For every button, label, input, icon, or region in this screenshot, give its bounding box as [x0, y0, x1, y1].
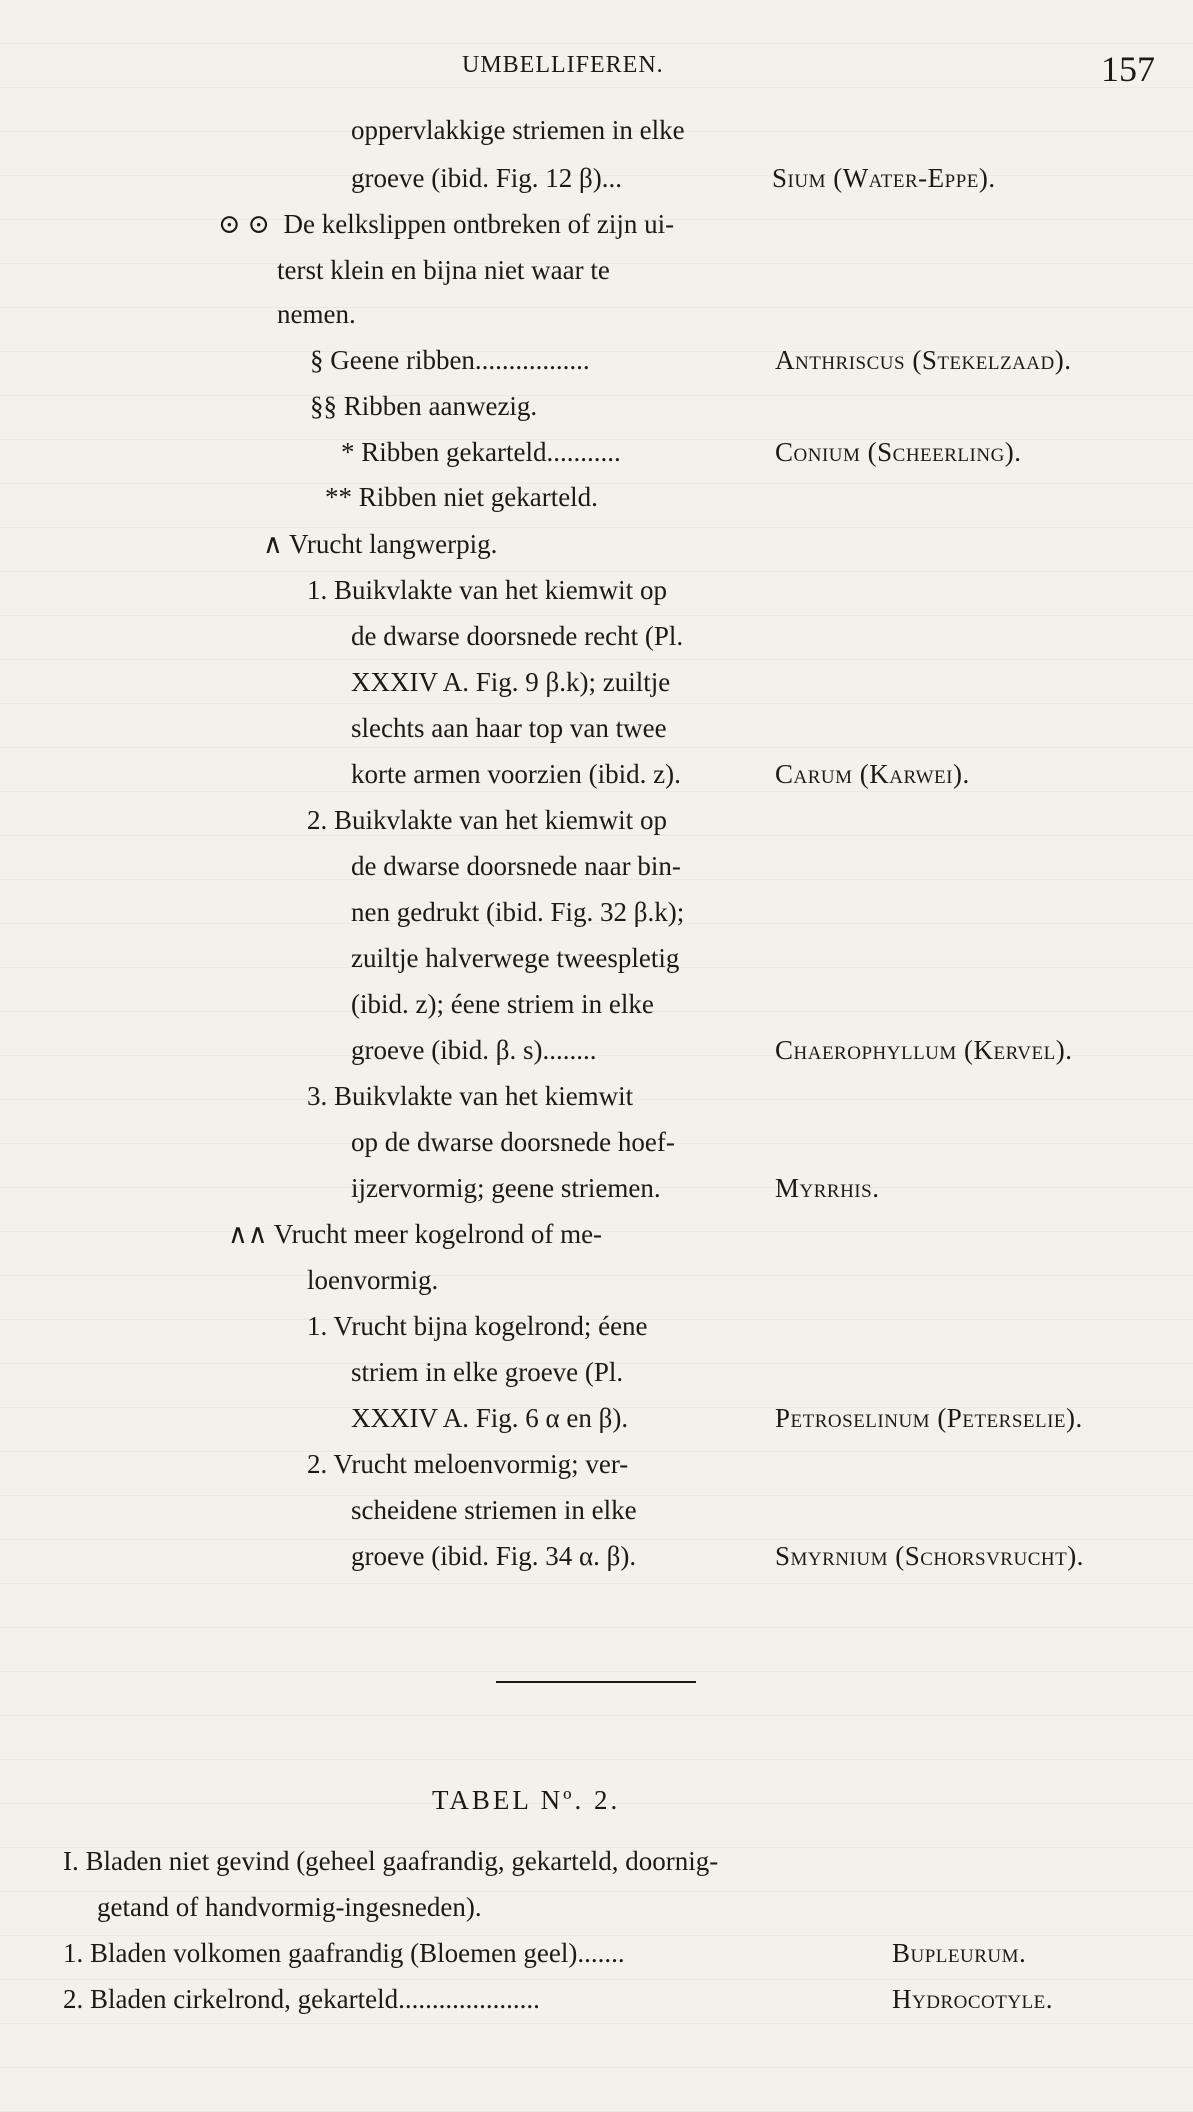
text-line: korte armen voorzien (ibid. z).	[351, 759, 681, 789]
text-line: nemen.	[277, 299, 356, 329]
text-line: 1. Buikvlakte van het kiemwit op	[307, 575, 667, 605]
genus-name: Chaerophyllum (Kervel).	[775, 1035, 1073, 1065]
text-line: de dwarse doorsnede naar bin-	[351, 851, 681, 881]
genus-name: Petroselinum (Peterselie).	[775, 1403, 1083, 1433]
text-line: ⊙ ⊙ De kelkslippen ontbreken of zijn ui-	[218, 209, 675, 239]
text-line: I. Bladen niet gevind (geheel gaafrandig, gekarteld, doornig-	[63, 1846, 719, 1876]
text-line: 1. Bladen volkomen gaafrandig (Bloemen geel).......	[63, 1938, 625, 1968]
text-line: 2. Vrucht meloenvormig; ver-	[307, 1449, 629, 1479]
text-line: 3. Buikvlakte van het kiemwit	[307, 1081, 634, 1111]
text-line: ** Ribben niet gekarteld.	[325, 482, 598, 512]
text-line: 2. Bladen cirkelrond, gekarteld.....................	[63, 1984, 540, 2014]
genus-name: Anthriscus (Stekelzaad).	[775, 345, 1072, 375]
text-line: op de dwarse doorsnede hoef-	[351, 1127, 675, 1157]
text-line: zuiltje halverwege tweespletig	[351, 943, 680, 973]
text-line: groeve (ibid. Fig. 12 β)...	[351, 163, 629, 193]
genus-name: Carum (Karwei).	[775, 759, 970, 789]
genus-name: Myrrhis.	[775, 1173, 880, 1203]
running-title: UMBELLIFEREN.	[462, 52, 664, 78]
genus-name: Bupleurum.	[892, 1938, 1027, 1968]
text-line: 2. Buikvlakte van het kiemwit op	[307, 805, 667, 835]
genus-name: Smyrnium (Schorsvrucht).	[775, 1541, 1084, 1571]
text-line: * Ribben gekarteld...........	[341, 437, 621, 467]
text-line: §§ Ribben aanwezig.	[310, 391, 538, 421]
text-line: loenvormig.	[307, 1265, 439, 1295]
text-line: ∧∧ Vrucht meer kogelrond of me-	[228, 1219, 603, 1249]
text-line: nen gedrukt (ibid. Fig. 32 β.k);	[351, 897, 685, 927]
genus-name: Sium (Water-Eppe).	[772, 163, 996, 193]
text-line: striem in elke groeve (Pl.	[351, 1357, 624, 1387]
page-header	[0, 48, 1193, 88]
text-line: XXXIV A. Fig. 9 β.k); zuiltje	[351, 667, 671, 697]
text-line: ijzervormig; geene striemen.	[351, 1173, 661, 1203]
text-line: XXXIV A. Fig. 6 α en β).	[351, 1403, 629, 1433]
text-line: § Geene ribben.................	[310, 345, 590, 375]
text-line: groeve (ibid. Fig. 34 α. β).	[351, 1541, 637, 1571]
table-title: TABEL Nº. 2.	[432, 1785, 621, 1815]
text-line: slechts aan haar top van twee	[351, 713, 667, 743]
text-line: de dwarse doorsnede recht (Pl.	[351, 621, 684, 651]
text-line: ∧ Vrucht langwerpig.	[263, 529, 498, 559]
text-line: 1. Vrucht bijna kogelrond; éene	[307, 1311, 648, 1341]
text-line: oppervlakkige striemen in elke	[351, 115, 685, 145]
page-number: 157	[1101, 49, 1155, 89]
text-line: terst klein en bijna niet waar te	[277, 255, 610, 285]
text-line: (ibid. z); éene striem in elke	[351, 989, 654, 1019]
text-line: getand of handvormig-ingesneden).	[97, 1892, 482, 1922]
genus-name: Conium (Scheerling).	[775, 437, 1022, 467]
text-line: groeve (ibid. β. s)........	[351, 1035, 597, 1065]
genus-name: Hydrocotyle.	[892, 1984, 1054, 2014]
section-divider	[496, 1681, 696, 1683]
text-line: scheidene striemen in elke	[351, 1495, 637, 1525]
